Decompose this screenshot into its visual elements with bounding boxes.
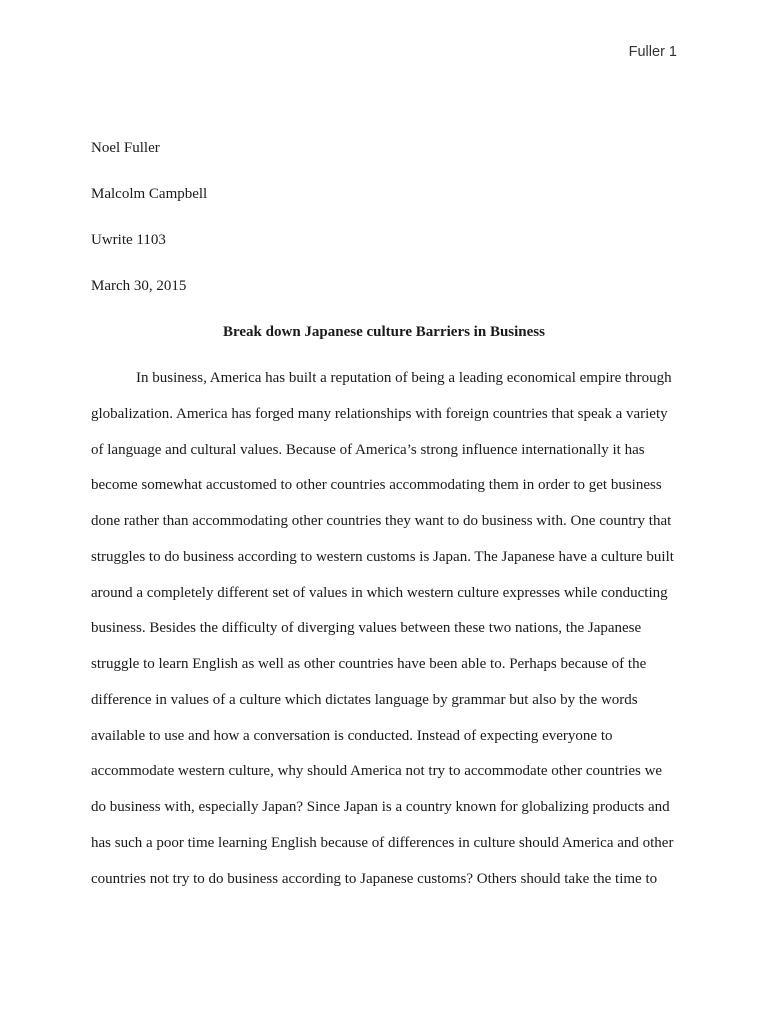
body-line: has such a poor time learning English because of differences in culture should America and other xyxy=(91,834,674,851)
body-line: countries not try to do business according to Japanese customs? Others should take the time to xyxy=(91,870,658,887)
body-line: of language and cultural values. Because of America’s strong influence internationally it has xyxy=(91,441,645,458)
body-line: available to use and how a conversation is conducted. Instead of expecting everyone to xyxy=(91,727,613,744)
body-line: around a completely different set of values in which western culture expresses while conducting xyxy=(91,584,668,601)
mla-heading xyxy=(91,139,207,323)
author-name: Noel Fuller xyxy=(91,140,160,156)
body-line: done rather than accommodating other countries they want to do business with. One country that xyxy=(91,513,672,529)
running-header: Fuller 1 xyxy=(628,44,677,60)
body-line: do business with, especially Japan? Since Japan is a country known for globalizing products and xyxy=(91,799,670,815)
body-line: difference in values of a culture which dictates language by grammar but also by the words xyxy=(91,691,638,708)
essay-body xyxy=(91,369,691,905)
body-line: struggles to do business according to western customs is Japan. The Japanese have a culture built xyxy=(91,548,674,565)
body-line: business. Besides the difficulty of diverging values between these two nations, the Japanese xyxy=(91,620,642,637)
document-date: March 30, 2015 xyxy=(91,278,187,294)
instructor-name: Malcolm Campbell xyxy=(91,186,208,202)
course-name: Uwrite 1103 xyxy=(91,232,166,248)
body-line: globalization. America has forged many relationships with foreign countries that speak a variety xyxy=(91,405,668,422)
body-line: In business, America has built a reputation of being a leading economical empire through xyxy=(136,370,672,386)
body-line: struggle to learn English as well as other countries have been able to. Perhaps because of the xyxy=(91,656,647,672)
body-line: accommodate western culture, why should America not try to accommodate other countries we xyxy=(91,763,663,780)
essay-title: Break down Japanese culture Barriers in Business xyxy=(223,324,545,340)
body-line: become somewhat accustomed to other countries accommodating them in order to get business xyxy=(91,477,662,494)
